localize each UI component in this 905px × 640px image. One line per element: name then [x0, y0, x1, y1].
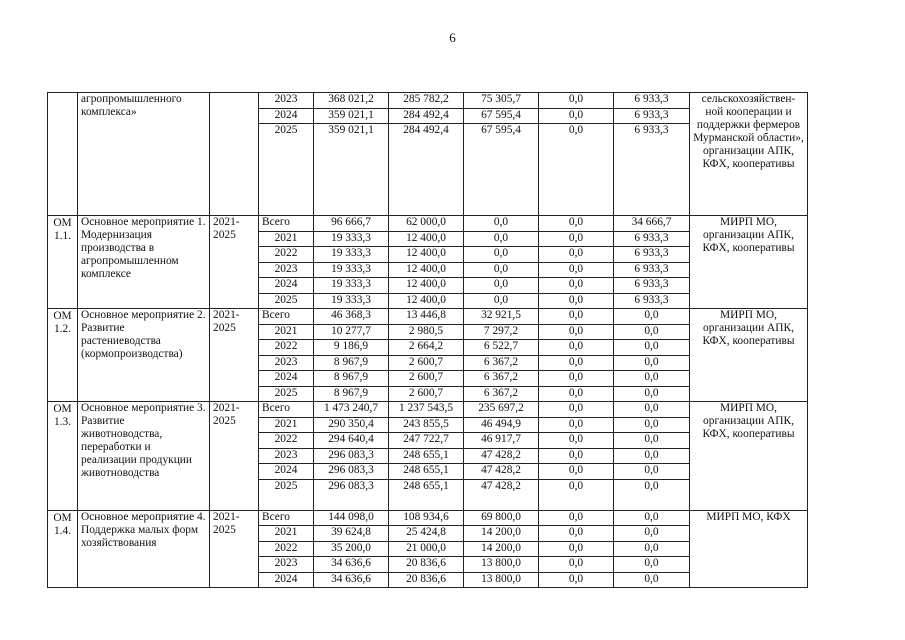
- year-cell: 2025: [259, 479, 314, 510]
- value-cell: 0,0: [539, 417, 614, 433]
- value-cell: 2 600,7: [389, 386, 464, 402]
- measure-period: 2021-2025: [210, 309, 259, 402]
- value-cell: 359 021,1: [314, 108, 389, 124]
- value-cell: 6 933,3: [614, 247, 690, 263]
- value-cell: 14 200,0: [464, 526, 539, 542]
- value-cell: 0,0: [614, 355, 690, 371]
- value-cell: 19 333,3: [314, 278, 389, 294]
- table-body: [48, 93, 808, 588]
- measure-name: агропромышленного комплекса»: [78, 93, 210, 216]
- value-cell: 12 400,0: [389, 247, 464, 263]
- value-cell: 0,0: [614, 402, 690, 418]
- value-cell: 6 933,3: [614, 231, 690, 247]
- executor-cell: МИРП МО, КФХ: [690, 510, 808, 588]
- value-cell: 69 800,0: [464, 510, 539, 526]
- value-cell: 0,0: [539, 433, 614, 449]
- value-cell: 19 333,3: [314, 293, 389, 309]
- table-row: [48, 93, 808, 109]
- measure-code: ОМ 1.2.: [48, 309, 78, 402]
- value-cell: 296 083,3: [314, 479, 389, 510]
- value-cell: 47 428,2: [464, 479, 539, 510]
- value-cell: 0,0: [464, 262, 539, 278]
- year-cell: 2021: [259, 417, 314, 433]
- value-cell: 2 600,7: [389, 371, 464, 387]
- value-cell: 6 933,3: [614, 93, 690, 109]
- value-cell: 6 367,2: [464, 386, 539, 402]
- value-cell: 0,0: [614, 448, 690, 464]
- executor-cell: МИРП МО, организации АПК, КФХ, кооперативы: [690, 402, 808, 511]
- value-cell: 14 200,0: [464, 541, 539, 557]
- value-cell: 19 333,3: [314, 231, 389, 247]
- value-cell: 34 636,6: [314, 557, 389, 573]
- value-cell: 0,0: [539, 262, 614, 278]
- value-cell: 13 800,0: [464, 557, 539, 573]
- value-cell: 47 428,2: [464, 464, 539, 480]
- value-cell: 62 000,0: [389, 216, 464, 232]
- measure-name: Основное мероприятие 2. Развитие растениеводства (кормопроизводства): [78, 309, 210, 402]
- executor-cell: сельскохозяйствен-ной кооперации и поддержки фермеров Мурманской области», организации АПК, КФХ, кооперативы: [690, 93, 808, 216]
- value-cell: 243 855,5: [389, 417, 464, 433]
- value-cell: 0,0: [539, 278, 614, 294]
- executor-cell: МИРП МО, организации АПК, КФХ, кооперативы: [690, 309, 808, 402]
- value-cell: 34 666,7: [614, 216, 690, 232]
- value-cell: 0,0: [614, 324, 690, 340]
- value-cell: 19 333,3: [314, 262, 389, 278]
- year-cell: 2022: [259, 433, 314, 449]
- value-cell: 2 600,7: [389, 355, 464, 371]
- measure-code: [48, 93, 78, 216]
- value-cell: 47 428,2: [464, 448, 539, 464]
- value-cell: 12 400,0: [389, 293, 464, 309]
- value-cell: 21 000,0: [389, 541, 464, 557]
- value-cell: 67 595,4: [464, 108, 539, 124]
- year-cell: 2025: [259, 124, 314, 216]
- value-cell: 0,0: [614, 510, 690, 526]
- value-cell: 0,0: [539, 324, 614, 340]
- value-cell: 0,0: [539, 371, 614, 387]
- value-cell: 8 967,9: [314, 371, 389, 387]
- value-cell: 6 933,3: [614, 108, 690, 124]
- value-cell: 1 473 240,7: [314, 402, 389, 418]
- value-cell: 0,0: [539, 108, 614, 124]
- value-cell: 0,0: [614, 572, 690, 588]
- value-cell: 67 595,4: [464, 124, 539, 216]
- value-cell: 0,0: [539, 93, 614, 109]
- value-cell: 0,0: [464, 231, 539, 247]
- value-cell: 34 636,6: [314, 572, 389, 588]
- value-cell: 0,0: [539, 510, 614, 526]
- value-cell: 0,0: [614, 417, 690, 433]
- value-cell: 0,0: [539, 448, 614, 464]
- value-cell: 0,0: [614, 464, 690, 480]
- value-cell: 0,0: [539, 340, 614, 356]
- year-cell: 2022: [259, 541, 314, 557]
- value-cell: 290 350,4: [314, 417, 389, 433]
- value-cell: 368 021,2: [314, 93, 389, 109]
- value-cell: 6 933,3: [614, 293, 690, 309]
- measure-name: Основное мероприятие 1. Модернизация производства в агропромышленном комплексе: [78, 216, 210, 309]
- year-cell: 2025: [259, 386, 314, 402]
- value-cell: 248 655,1: [389, 479, 464, 510]
- value-cell: 75 305,7: [464, 93, 539, 109]
- value-cell: 32 921,5: [464, 309, 539, 325]
- value-cell: 0,0: [539, 247, 614, 263]
- year-cell: Всего: [259, 510, 314, 526]
- value-cell: 25 424,8: [389, 526, 464, 542]
- year-cell: 2021: [259, 231, 314, 247]
- value-cell: 46 917,7: [464, 433, 539, 449]
- value-cell: 6 522,7: [464, 340, 539, 356]
- value-cell: 235 697,2: [464, 402, 539, 418]
- value-cell: 6 933,3: [614, 262, 690, 278]
- executor-cell: МИРП МО, организации АПК, КФХ, кооперативы: [690, 216, 808, 309]
- table-row: [48, 309, 808, 325]
- year-cell: 2023: [259, 557, 314, 573]
- value-cell: 0,0: [539, 293, 614, 309]
- value-cell: 0,0: [614, 340, 690, 356]
- year-cell: 2023: [259, 93, 314, 109]
- value-cell: 248 655,1: [389, 448, 464, 464]
- measure-code: ОМ 1.3.: [48, 402, 78, 511]
- value-cell: 0,0: [464, 293, 539, 309]
- year-cell: 2022: [259, 340, 314, 356]
- table-row: [48, 216, 808, 232]
- year-cell: 2023: [259, 448, 314, 464]
- year-cell: 2022: [259, 247, 314, 263]
- year-cell: 2023: [259, 262, 314, 278]
- value-cell: 0,0: [539, 355, 614, 371]
- value-cell: 296 083,3: [314, 464, 389, 480]
- value-cell: 284 492,4: [389, 108, 464, 124]
- measure-period: 2021-2025: [210, 510, 259, 588]
- table-row: [48, 402, 808, 418]
- value-cell: 284 492,4: [389, 124, 464, 216]
- year-cell: 2021: [259, 324, 314, 340]
- value-cell: 46 494,9: [464, 417, 539, 433]
- value-cell: 10 277,7: [314, 324, 389, 340]
- value-cell: 0,0: [614, 309, 690, 325]
- year-cell: 2021: [259, 526, 314, 542]
- value-cell: 0,0: [539, 402, 614, 418]
- value-cell: 20 836,6: [389, 572, 464, 588]
- year-cell: 2024: [259, 371, 314, 387]
- year-cell: 2024: [259, 572, 314, 588]
- value-cell: 1 237 543,5: [389, 402, 464, 418]
- value-cell: 12 400,0: [389, 262, 464, 278]
- measure-period: [210, 93, 259, 216]
- value-cell: 0,0: [614, 479, 690, 510]
- year-cell: 2024: [259, 108, 314, 124]
- value-cell: 0,0: [464, 278, 539, 294]
- value-cell: 144 098,0: [314, 510, 389, 526]
- value-cell: 0,0: [614, 386, 690, 402]
- value-cell: 46 368,3: [314, 309, 389, 325]
- value-cell: 0,0: [614, 371, 690, 387]
- value-cell: 108 934,6: [389, 510, 464, 526]
- value-cell: 2 664,2: [389, 340, 464, 356]
- page-number: 6: [449, 30, 456, 45]
- year-cell: 2025: [259, 293, 314, 309]
- value-cell: 0,0: [539, 526, 614, 542]
- value-cell: 8 967,9: [314, 355, 389, 371]
- measure-period: 2021-2025: [210, 402, 259, 511]
- value-cell: 6 933,3: [614, 278, 690, 294]
- value-cell: 0,0: [539, 231, 614, 247]
- value-cell: 0,0: [539, 541, 614, 557]
- year-cell: 2024: [259, 278, 314, 294]
- value-cell: 12 400,0: [389, 278, 464, 294]
- value-cell: 6 367,2: [464, 371, 539, 387]
- value-cell: 13 800,0: [464, 572, 539, 588]
- value-cell: 12 400,0: [389, 231, 464, 247]
- value-cell: 296 083,3: [314, 448, 389, 464]
- value-cell: 0,0: [539, 572, 614, 588]
- value-cell: 0,0: [464, 216, 539, 232]
- value-cell: 20 836,6: [389, 557, 464, 573]
- value-cell: 0,0: [539, 386, 614, 402]
- value-cell: 8 967,9: [314, 386, 389, 402]
- value-cell: 285 782,2: [389, 93, 464, 109]
- year-cell: 2023: [259, 355, 314, 371]
- budget-table: [47, 92, 808, 588]
- value-cell: 6 933,3: [614, 124, 690, 216]
- value-cell: 39 624,8: [314, 526, 389, 542]
- measure-period: 2021-2025: [210, 216, 259, 309]
- value-cell: 0,0: [614, 433, 690, 449]
- value-cell: 0,0: [539, 216, 614, 232]
- value-cell: 0,0: [614, 557, 690, 573]
- value-cell: 247 722,7: [389, 433, 464, 449]
- measure-name: Основное мероприятие 3. Развитие животноводства, переработки и реализации продукции животноводства: [78, 402, 210, 511]
- value-cell: 0,0: [614, 526, 690, 542]
- value-cell: 2 980,5: [389, 324, 464, 340]
- value-cell: 0,0: [539, 464, 614, 480]
- value-cell: 35 200,0: [314, 541, 389, 557]
- year-cell: 2024: [259, 464, 314, 480]
- measure-code: ОМ 1.4.: [48, 510, 78, 588]
- table-row: [48, 510, 808, 526]
- value-cell: 0,0: [539, 124, 614, 216]
- value-cell: 9 186,9: [314, 340, 389, 356]
- value-cell: 248 655,1: [389, 464, 464, 480]
- value-cell: 6 367,2: [464, 355, 539, 371]
- value-cell: 0,0: [539, 479, 614, 510]
- year-cell: Всего: [259, 309, 314, 325]
- value-cell: 96 666,7: [314, 216, 389, 232]
- value-cell: 0,0: [539, 557, 614, 573]
- value-cell: 294 640,4: [314, 433, 389, 449]
- value-cell: 0,0: [539, 309, 614, 325]
- year-cell: Всего: [259, 216, 314, 232]
- year-cell: Всего: [259, 402, 314, 418]
- measure-code: ОМ 1.1.: [48, 216, 78, 309]
- value-cell: 359 021,1: [314, 124, 389, 216]
- value-cell: 7 297,2: [464, 324, 539, 340]
- value-cell: 0,0: [464, 247, 539, 263]
- value-cell: 13 446,8: [389, 309, 464, 325]
- measure-name: Основное мероприятие 4. Поддержка малых форм хозяйствования: [78, 510, 210, 588]
- value-cell: 19 333,3: [314, 247, 389, 263]
- value-cell: 0,0: [614, 541, 690, 557]
